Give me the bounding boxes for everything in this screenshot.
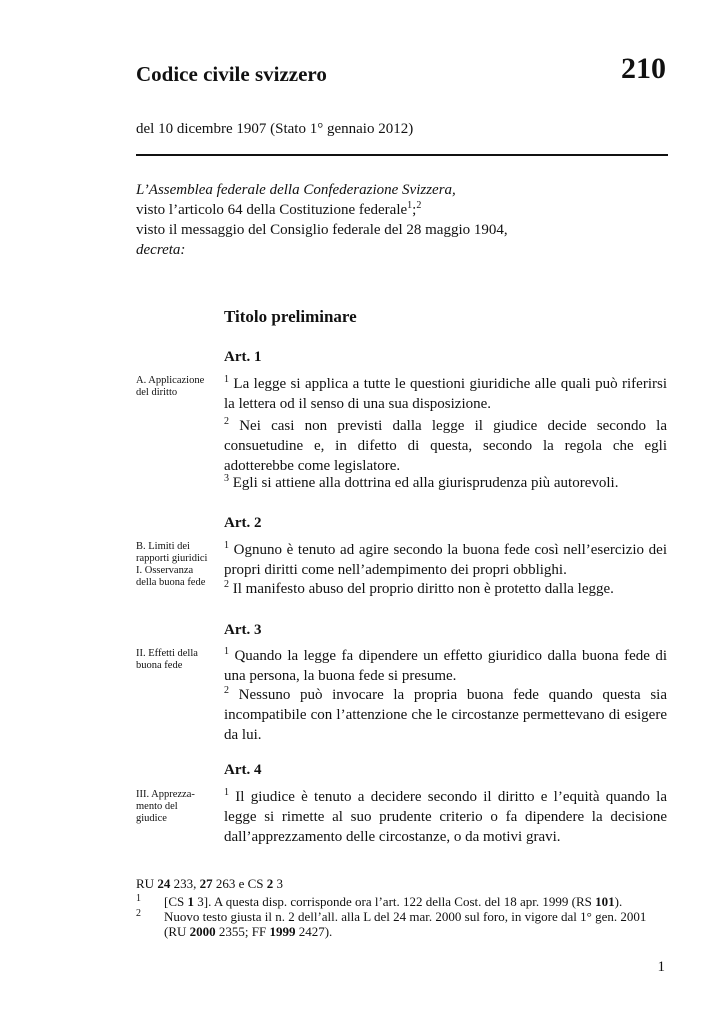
- footnote-text: [164, 894, 666, 909]
- preamble: [136, 180, 508, 260]
- preamble-line-2: [136, 200, 508, 220]
- article-2-title: Art. 2: [224, 515, 262, 531]
- article-3-margin-note: [136, 648, 218, 672]
- preamble-line-2-text: visto l’articolo 64 della Costituzione federale: [136, 202, 408, 218]
- margin-line: giudice: [136, 813, 167, 824]
- footnote-2: [136, 909, 666, 939]
- page-subtitle: del 10 dicembre 1907 (Stato 1° gennaio 2012): [136, 121, 414, 137]
- article-2-para-1: [224, 540, 667, 580]
- article-1-margin-note: [136, 375, 218, 399]
- preamble-line-1: L’Assemblea federale della Confederazione Svizzera,: [136, 182, 456, 198]
- fn-text: 2427).: [295, 924, 333, 939]
- preamble-separator: ;: [412, 202, 417, 218]
- margin-line: II. Effetti della: [136, 648, 198, 659]
- paragraph-text: Egli si attiene alla dottrina ed alla giurisprudenza più autorevoli.: [232, 475, 619, 491]
- margin-line: della buona fede: [136, 577, 206, 588]
- sr-number: 210: [621, 52, 666, 85]
- footnote-1: [136, 894, 666, 909]
- paragraph-text: Nessuno può invocare la propria buona fede quando questa sia incompatibile con l’attenzione che le circostanze permettevano di esigere da lui.: [224, 687, 668, 743]
- margin-line: buona fede: [136, 660, 183, 671]
- paragraph-number: 2: [224, 579, 229, 590]
- footnote-number: 2: [136, 908, 141, 919]
- title-divider: [136, 154, 668, 156]
- footnote-ref-2[interactable]: 2: [416, 200, 422, 211]
- article-3-title: Art. 3: [224, 622, 262, 638]
- fn-text: [CS: [164, 894, 188, 909]
- paragraph-text: Il giudice è tenuto a decidere secondo il diritto e l’equità quando la legge si rimette al suo prudente criterio o fa dipendere la decisione dall’apprezzamento delle circostanze, o da motivi gravi.: [224, 789, 668, 845]
- fn-bold: 1: [187, 894, 194, 909]
- article-1-title: Art. 1: [224, 349, 262, 365]
- article-4-margin-note: [136, 789, 218, 825]
- paragraph-number: 1: [224, 374, 229, 385]
- paragraph-number: 2: [224, 685, 229, 696]
- footnote-text: [164, 909, 666, 939]
- paragraph-number: 2: [224, 416, 229, 427]
- page-title: Codice civile svizzero: [136, 62, 327, 86]
- section-heading: Titolo preliminare: [224, 307, 357, 326]
- article-3-para-2: [224, 685, 667, 745]
- ru-bold: 24: [157, 876, 171, 891]
- paragraph-number: 1: [224, 787, 229, 798]
- paragraph-number: 1: [224, 646, 229, 657]
- margin-line: B. Limiti dei: [136, 541, 190, 552]
- fn-bold: 101: [595, 894, 615, 909]
- margin-line: mento del: [136, 801, 178, 812]
- ru-text: 233,: [170, 876, 200, 891]
- fn-text: ).: [614, 894, 623, 909]
- margin-line: rapporti giuridici: [136, 553, 208, 564]
- fn-bold: 1999: [269, 924, 296, 939]
- footnote-ref-1[interactable]: 1: [407, 200, 413, 211]
- ru-bold: 2: [266, 876, 274, 891]
- fn-text: 3]. A questa disp. corrisponde ora l’art. 122 della Cost. del 18 apr. 1999 (RS: [193, 894, 596, 909]
- ru-text: 263 e CS: [212, 876, 267, 891]
- paragraph-text: Quando la legge fa dipendere un effetto giuridico dalla buona fede di una persona, la buona fede si presume.: [224, 648, 668, 684]
- margin-line: III. Apprezza-: [136, 789, 195, 800]
- margin-line: I. Osservanza: [136, 565, 194, 576]
- ru-reference: [136, 876, 283, 892]
- article-2-para-2: [224, 579, 667, 599]
- article-1-para-2: [224, 416, 667, 476]
- ru-bold: 27: [199, 876, 213, 891]
- article-3-para-1: [224, 646, 667, 686]
- article-4-title: Art. 4: [224, 762, 262, 778]
- margin-line: A. Applicazione: [136, 375, 205, 386]
- fn-text: Nuovo testo giusta il n. 2 dell’all. alla L del 24 mar. 2000 sul foro, in vigore dal 1° gen. 2001 (RU: [164, 909, 647, 939]
- article-1-para-1: [224, 374, 667, 414]
- ru-text: RU: [136, 876, 158, 891]
- paragraph-text: Il manifesto abuso del proprio diritto non è protetto dalla legge.: [232, 581, 614, 597]
- article-2-margin-note: [136, 541, 218, 589]
- paragraph-text: Ognuno è tenuto ad agire secondo la buona fede così nell’esercizio dei propri diritti come nell’adempimento dei propri obblighi.: [224, 542, 667, 578]
- paragraph-text: La legge si applica a tutte le questioni giuridiche alle quali può riferirsi la lettera od il senso di una sua disposizione.: [224, 376, 668, 412]
- fn-text: 2355; FF: [215, 924, 270, 939]
- article-4-para-1: [224, 787, 667, 847]
- article-1-para-3: [224, 473, 667, 493]
- ru-text: 3: [273, 876, 283, 891]
- paragraph-number: 1: [224, 540, 229, 551]
- paragraph-number: 3: [224, 473, 229, 484]
- fn-bold: 2000: [189, 924, 216, 939]
- preamble-line-3: visto il messaggio del Consiglio federale del 28 maggio 1904,: [136, 222, 508, 238]
- paragraph-text: Nei casi non previsti dalla legge il giudice decide secondo la consuetudine e, in difetto di questa, secondo la regola che egli adotterebbe come legislatore.: [224, 418, 668, 474]
- footnote-number: 1: [136, 893, 141, 904]
- page-number: 1: [657, 959, 665, 975]
- preamble-line-4: decreta:: [136, 242, 186, 258]
- margin-line: del diritto: [136, 387, 178, 398]
